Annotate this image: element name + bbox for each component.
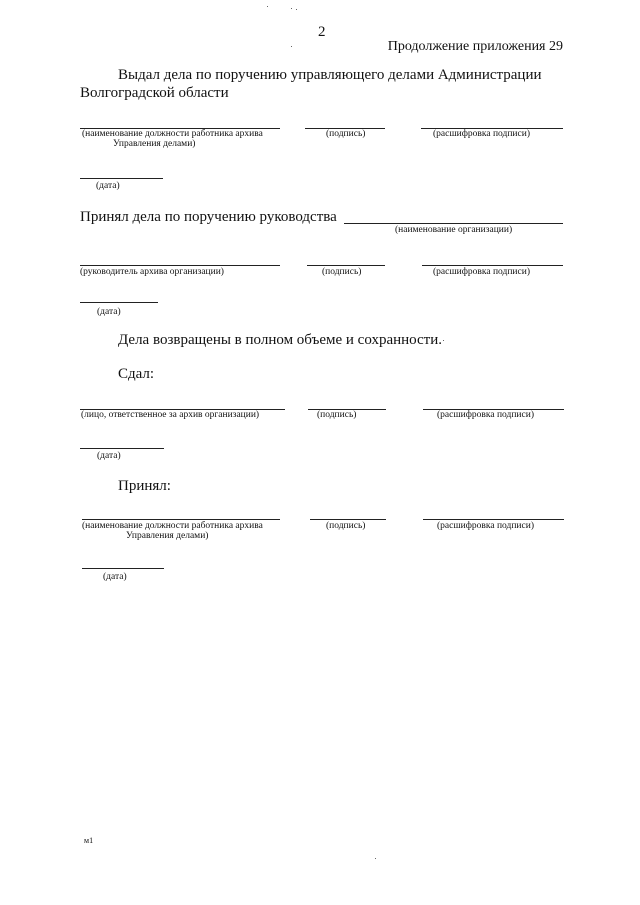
scan-speck (296, 9, 297, 10)
issued-text-line1: Выдал дела по поручению управляющего делами Администрации (118, 67, 542, 83)
signature-line (310, 519, 386, 520)
caption-decoding: (расшифровка подписи) (433, 129, 530, 139)
returned-text: Дела возвращены в полном объеме и сохранности. (118, 332, 443, 348)
date-line (80, 302, 158, 303)
footer-mark: м1 (84, 836, 94, 845)
page-number: 2 (318, 24, 326, 40)
caption-position-cont: Управления делами) (113, 139, 196, 149)
caption-position: (наименование должности работника архива (82, 129, 263, 139)
date-line (80, 448, 164, 449)
caption-archive-head: (руководитель архива организации) (80, 267, 224, 277)
scan-speck (291, 46, 292, 47)
caption-signature: (подпись) (326, 521, 366, 531)
caption-organization: (наименование организации) (395, 225, 513, 235)
caption-decoding: (расшифровка подписи) (437, 521, 534, 531)
caption-decoding: (расшифровка подписи) (437, 410, 534, 420)
caption-date: (дата) (103, 572, 127, 582)
caption-date: (дата) (97, 451, 121, 461)
caption-position-cont: Управления делами) (126, 531, 209, 541)
caption-signature: (подпись) (322, 267, 362, 277)
caption-responsible-person: (лицо, ответственное за архив организации) (81, 410, 260, 420)
caption-signature: (подпись) (317, 410, 357, 420)
caption-date: (дата) (97, 307, 121, 317)
organization-line (344, 223, 563, 224)
decoding-line (423, 519, 564, 520)
handed-label: Сдал: (118, 366, 155, 382)
issued-text-line2: Волгоградской области (80, 85, 229, 101)
position-line (82, 519, 280, 520)
scan-speck (375, 858, 376, 859)
scan-speck (267, 6, 268, 7)
caption-position: (наименование должности работника архива (82, 521, 263, 531)
appendix-label: Продолжение приложения 29 (387, 39, 563, 54)
received-label: Принял: (118, 478, 171, 494)
caption-date: (дата) (96, 181, 120, 191)
date-line (80, 178, 163, 179)
signature-line (307, 265, 385, 266)
scan-speck (443, 340, 444, 341)
date-line (82, 568, 164, 569)
accepted-text: Принял дела по поручению руководства (80, 209, 337, 225)
archive-head-line (80, 265, 280, 266)
decoding-line (422, 265, 563, 266)
scan-speck (291, 8, 292, 9)
caption-decoding: (расшифровка подписи) (433, 267, 530, 277)
caption-signature: (подпись) (326, 129, 366, 139)
